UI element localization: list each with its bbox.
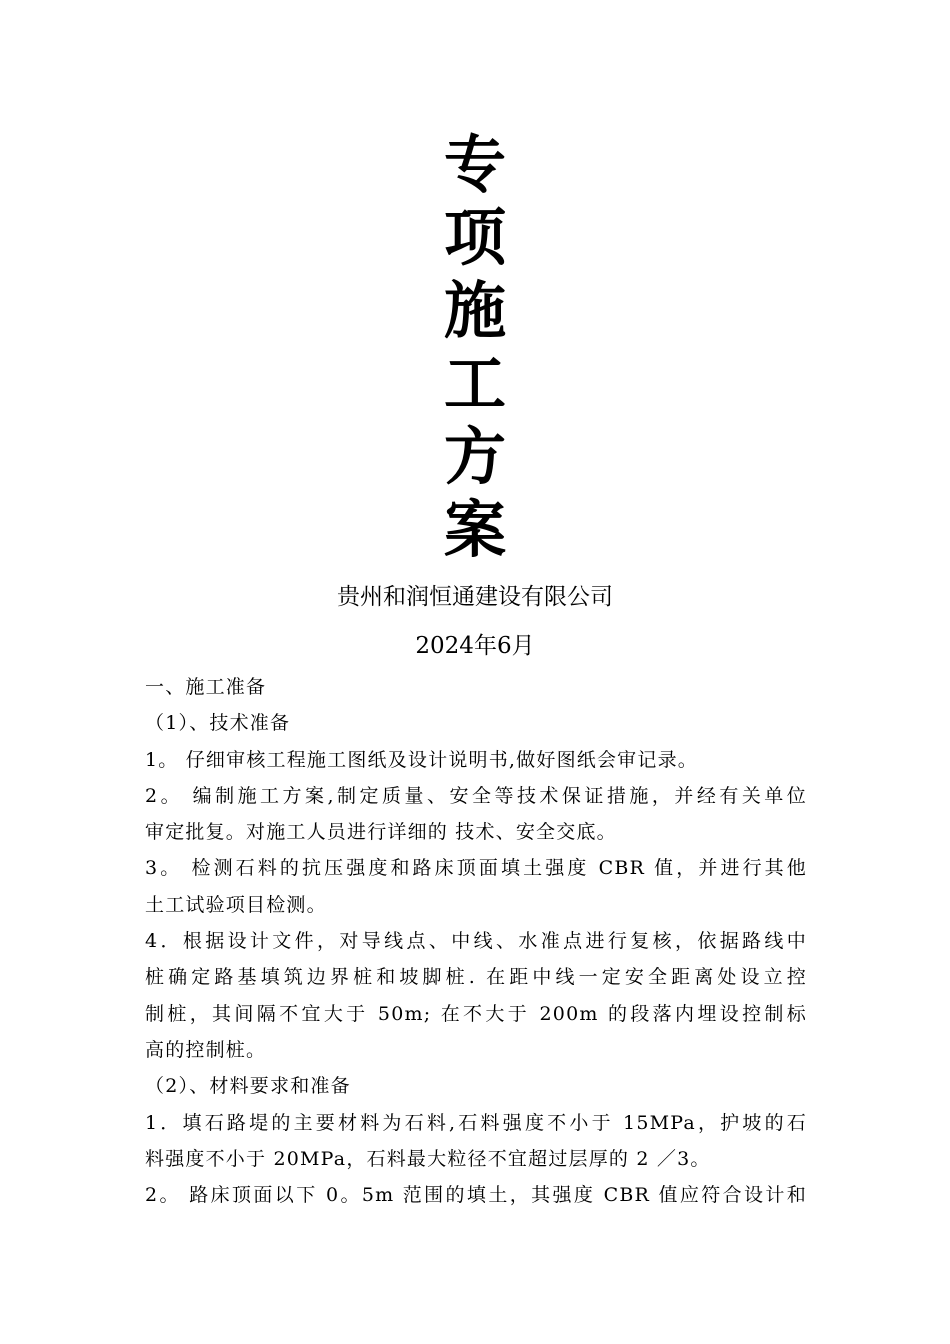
company-name: 贵州和润恒通建设有限公司 [337,584,613,610]
text-line: 3。 检测石料的抗压强度和路床顶面填土强度 CBR 值，并进行其他 [145,857,807,880]
text-line: 高的控制桩。 [145,1038,267,1061]
text-line: 审定批复。对施工人员进行详细的 技术、安全交底。 [145,821,617,844]
text-line: 一、施工准备 [145,676,267,698]
title-char: 工 [443,347,506,420]
text-line: 2。 编制施工方案,制定质量、安全等技术保证措施，并经有关单位 [145,784,807,807]
text-line: 4．根据设计文件，对导线点、中线、水准点进行复核，依据路线中 [145,930,807,953]
title-char: 施 [443,274,506,347]
text-line: 1。 仔细审核工程施工图纸及设计说明书,做好图纸会审记录。 [145,748,698,771]
text-line: （2）、材料要求和准备 [145,1075,351,1098]
title-char: 专 [443,128,506,201]
text-line: 制桩，其间隔不宜大于 50m; 在不大于 200m 的段落内埋设控制标 [145,1002,807,1025]
document-date: 2024年6月 [415,633,535,659]
title-char: 项 [443,201,506,274]
title-char: 案 [443,493,506,566]
text-line: 1．填石路堤的主要材料为石料,石料强度不小于 15MPa，护坡的石 [145,1111,807,1134]
body-text [145,669,807,1213]
document-title [0,128,950,566]
text-line: 土工试验项目检测。 [145,893,327,916]
title-char: 方 [443,420,506,493]
text-line: （1）、技术准备 [145,712,291,735]
text-line: 2。 路床顶面以下 0。5m 范围的填土，其强度 CBR 值应符合设计和 [145,1184,807,1207]
text-line: 料强度不小于 20MPa，石料最大粒径不宜超过层厚的 2 ／3。 [145,1147,711,1170]
text-line: 桩确定路基填筑边界桩和坡脚桩. 在距中线一定安全距离处设立控 [145,966,807,989]
